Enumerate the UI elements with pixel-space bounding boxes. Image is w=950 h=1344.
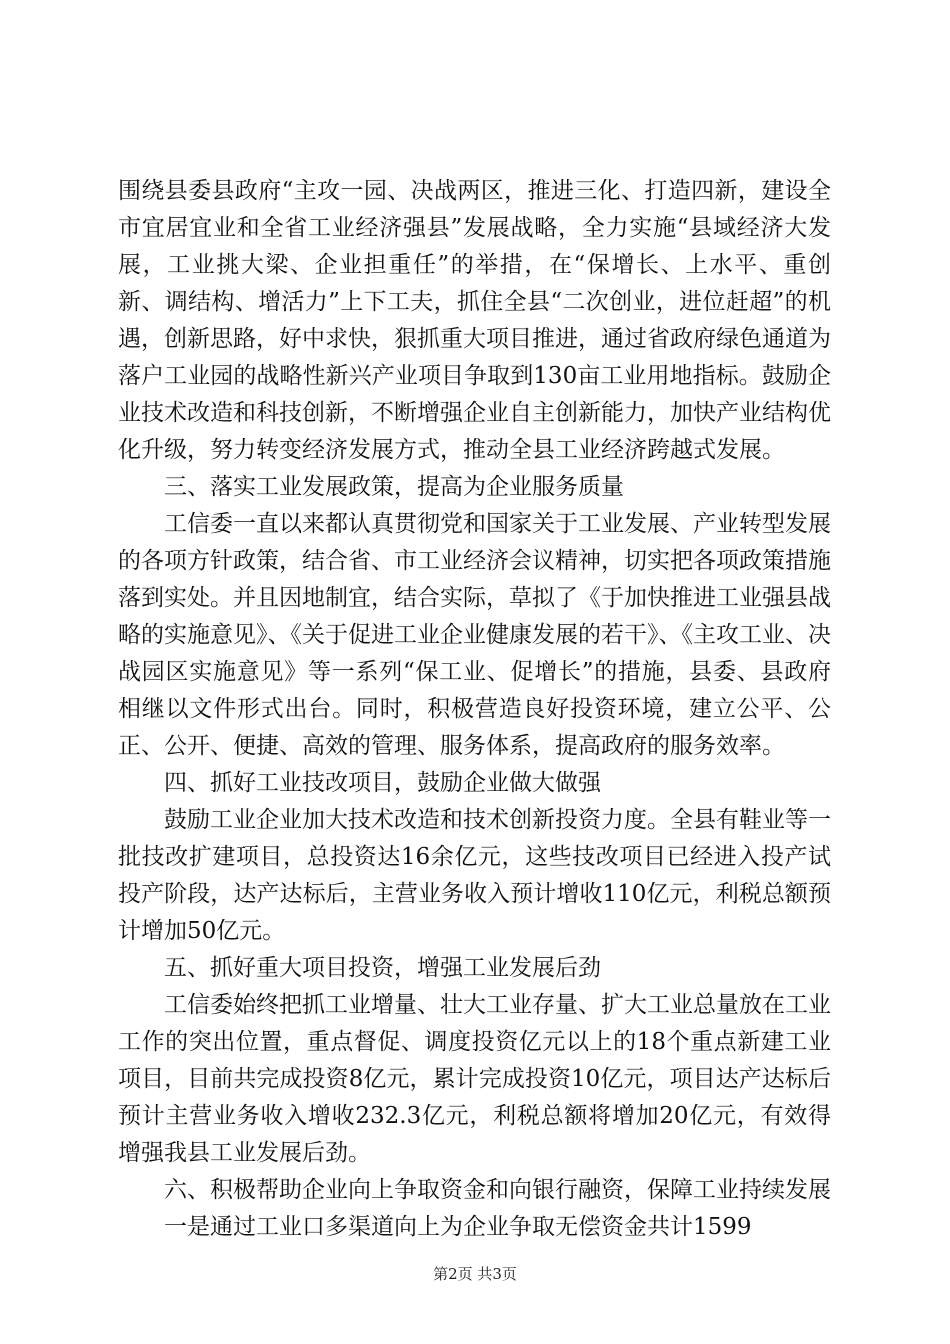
heading-section-6: 六、积极帮助企业向上争取资金和向银行融资，保障工业持续发展 <box>164 1177 831 1203</box>
page-footer: 第2页 共3页 <box>433 1265 517 1283</box>
heading-section-4: 四、抓好工业技改项目，鼓励企业做大做强 <box>164 770 601 796</box>
heading-section-5: 五、抓好重大项目投资，增强工业发展后劲 <box>164 955 601 981</box>
paragraph-section-3: 工信委一直以来都认真贯彻党和国家关于工业发展、产业转型发展的各项方针政策，结合省、市工业经济会议精神，切实把各项政策措施落到实处。并且因地制宜，结合实际，草拟了《于加快推进工业强县战略的实施意见》、《关于促进工业企业健康发展的若干》、《主攻工业、决战园区实施意见》等一系列“保工业、促增长”的措施，县委、县政府相继以文件形式出台。同时，积极营造良好投资环境，建立公平、公正、公开、便捷、高效的管理、服务体系，提高政府的服务效率。 <box>118 511 831 759</box>
heading-section-3: 三、落实工业发展政策，提高为企业服务质量 <box>164 474 624 500</box>
paragraph-section-6: 一是通过工业口多渠道向上为企业争取无偿资金共计1599 <box>164 1214 752 1240</box>
paragraph-section-5: 工信委始终把抓工业增量、壮大工业存量、扩大工业总量放在工业工作的突出位置，重点督促、调度投资亿元以上的18个重点新建工业项目，目前共完成投资8亿元，累计完成投资10亿元，项目达产达标后预计主营业务收入增收232.3亿元，利税总额将增加20亿元，有效得增强我县工业发展后劲。 <box>118 992 831 1166</box>
paragraph-development-strategy: 围绕县委县政府“主攻一园、决战两区，推进三化、打造四新，建设全市宜居宜业和全省工业经济强县”发展战略，全力实施“县域经济大发展，工业挑大梁、企业担重任”的举措，在“保增长、上水平、重创新、调结构、增活力”上下工夫，抓住全县“二次创业，进位赶超”的机遇，创新思路，好中求快，狠抓重大项目推进，通过省政府绿色通道为落户工业园的战略性新兴产业项目争取到130亩工业用地指标。鼓励企业技术改造和科技创新，不断增强企业自主创新能力，加快产业结构优化升级，努力转变经济发展方式，推动全县工业经济跨越式发展。 <box>118 178 831 463</box>
document-body <box>118 173 831 1246</box>
paragraph-section-4: 鼓励工业企业加大技术改造和技术创新投资力度。全县有鞋业等一批技改扩建项目，总投资达16余亿元，这些技改项目已经进入投产试投产阶段，达产达标后，主营业务收入预计增收110亿元，利税总额预计增加50亿元。 <box>118 807 831 944</box>
